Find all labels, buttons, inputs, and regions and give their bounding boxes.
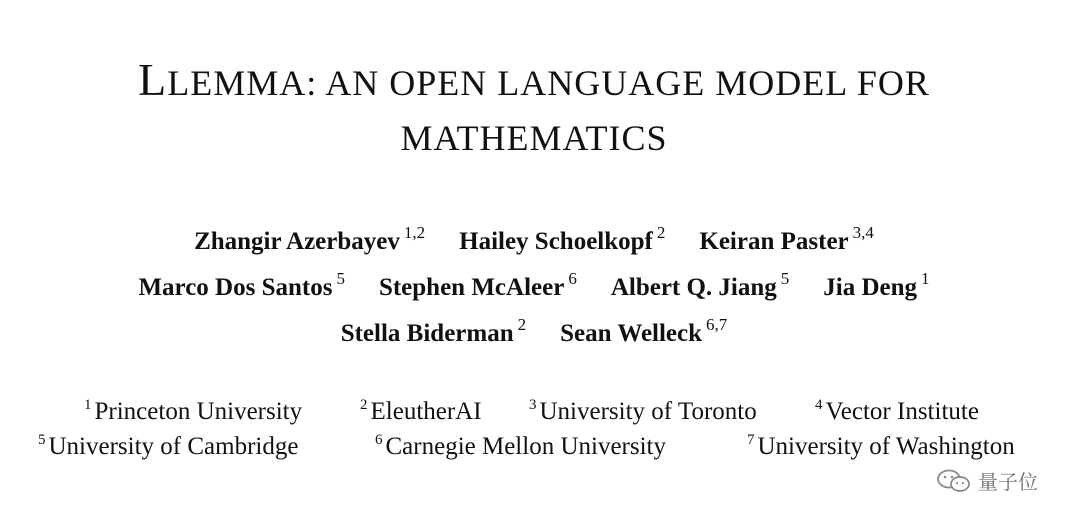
paper-title-line-2 bbox=[0, 112, 1068, 164]
affiliation bbox=[815, 396, 979, 428]
affiliation bbox=[84, 396, 302, 428]
paper-title-line-1 bbox=[0, 52, 1068, 111]
author-name: Keiran Paster bbox=[699, 228, 849, 255]
author bbox=[194, 223, 426, 258]
author-affiliation-marker: 5 bbox=[780, 269, 790, 288]
author bbox=[138, 269, 345, 304]
title-word-rest: LEMMA bbox=[167, 63, 307, 103]
author-name: Stella Biderman bbox=[340, 320, 514, 347]
author bbox=[823, 269, 930, 304]
affiliation bbox=[529, 396, 757, 428]
watermark-text: 量子位 bbox=[978, 470, 1038, 494]
author-affiliation-marker: 3,4 bbox=[852, 223, 874, 242]
author-affiliation-marker: 6,7 bbox=[706, 315, 728, 334]
author bbox=[378, 269, 577, 304]
author bbox=[560, 315, 728, 350]
author bbox=[699, 223, 874, 258]
affiliation-name: EleutherAI bbox=[370, 398, 482, 425]
author bbox=[340, 315, 527, 350]
author-row-2 bbox=[0, 269, 1068, 304]
author-affiliation-marker: 5 bbox=[336, 269, 345, 288]
affiliation-number: 1 bbox=[84, 397, 92, 413]
author bbox=[459, 223, 666, 258]
affiliation bbox=[360, 396, 482, 428]
author-row-3 bbox=[0, 315, 1068, 350]
wechat-icon bbox=[936, 469, 972, 493]
watermark bbox=[936, 466, 1038, 495]
author-affiliation-marker: 1,2 bbox=[403, 223, 426, 242]
author-row-1 bbox=[0, 223, 1068, 258]
affiliation-number: 6 bbox=[375, 432, 383, 448]
title-initial: L bbox=[138, 54, 168, 105]
author bbox=[610, 269, 790, 304]
author-name: Stephen McAleer bbox=[378, 274, 565, 301]
author-name: Albert Q. Jiang bbox=[610, 274, 777, 301]
affiliation-name: University of Toronto bbox=[539, 398, 757, 425]
author-name: Zhangir Azerbayev bbox=[194, 228, 400, 255]
author-name: Hailey Schoelkopf bbox=[459, 228, 653, 255]
title-line-2-text: MATHEMATICS bbox=[400, 118, 668, 158]
author-affiliation-marker: 1 bbox=[921, 269, 930, 288]
affiliation-number: 7 bbox=[747, 432, 755, 448]
affiliation-number: 4 bbox=[815, 397, 823, 413]
author-affiliation-marker: 6 bbox=[568, 269, 577, 288]
author-name: Jia Deng bbox=[823, 274, 918, 301]
affiliation-name: Vector Institute bbox=[825, 398, 979, 425]
title-tail: : AN OPEN LANGUAGE MODEL FOR bbox=[306, 63, 930, 103]
affiliation bbox=[747, 431, 1015, 463]
author-affiliation-marker: 2 bbox=[656, 223, 666, 242]
author-name: Sean Welleck bbox=[560, 320, 703, 347]
affiliation-name: University of Washington bbox=[757, 433, 1015, 460]
affiliation bbox=[375, 431, 666, 463]
affiliation-name: Princeton University bbox=[94, 398, 303, 425]
affiliation-name: University of Cambridge bbox=[48, 433, 299, 460]
affiliation bbox=[38, 431, 298, 463]
affiliation-number: 2 bbox=[360, 397, 368, 413]
author-affiliation-marker: 2 bbox=[517, 315, 527, 334]
affiliation-name: Carnegie Mellon University bbox=[385, 433, 666, 460]
author-name: Marco Dos Santos bbox=[138, 274, 333, 301]
affiliation-number: 3 bbox=[529, 397, 537, 413]
affiliation-number: 5 bbox=[38, 432, 46, 448]
